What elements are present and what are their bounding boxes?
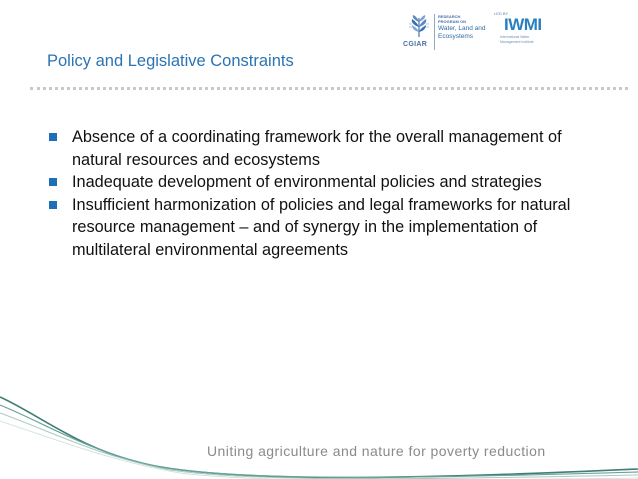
footer-tagline: Uniting agriculture and nature for poverty reduction <box>207 443 546 459</box>
bullet-text: Inadequate development of environmental policies and strategies <box>72 173 542 191</box>
square-bullet-icon <box>49 201 57 209</box>
bullet-text: Insufficient harmonization of policies and legal frameworks for natural resource management – and of synergy in the implementation of multilateral environmental agreements <box>72 195 571 259</box>
led-by-label: LED BY <box>494 11 509 16</box>
cgiar-wordmark: CGIAR <box>403 41 428 48</box>
logo-divider <box>434 14 435 50</box>
cgiar-wheat-icon <box>408 14 430 38</box>
cgiar-wle-logo <box>370 8 485 52</box>
research-program-name: Water, Land and Ecosystems <box>438 25 486 40</box>
swoosh-lines-decoration <box>0 395 638 479</box>
research-program-label: RESEARCH PROGRAM ON <box>438 14 466 24</box>
list-item <box>47 126 607 171</box>
slide-title: Policy and Legislative Constraints <box>47 52 294 70</box>
title-dotted-divider <box>30 87 628 90</box>
list-item <box>47 171 607 194</box>
bullet-list <box>47 126 607 261</box>
iwmi-wordmark: IWMI <box>504 15 542 34</box>
iwmi-logo <box>494 6 544 52</box>
iwmi-subtitle: International Water Management Institute <box>500 35 534 44</box>
list-item <box>47 194 607 262</box>
square-bullet-icon <box>49 133 57 141</box>
bullet-text: Absence of a coordinating framework for the overall management of natural resources and ecosystems <box>72 128 562 169</box>
square-bullet-icon <box>49 178 57 186</box>
